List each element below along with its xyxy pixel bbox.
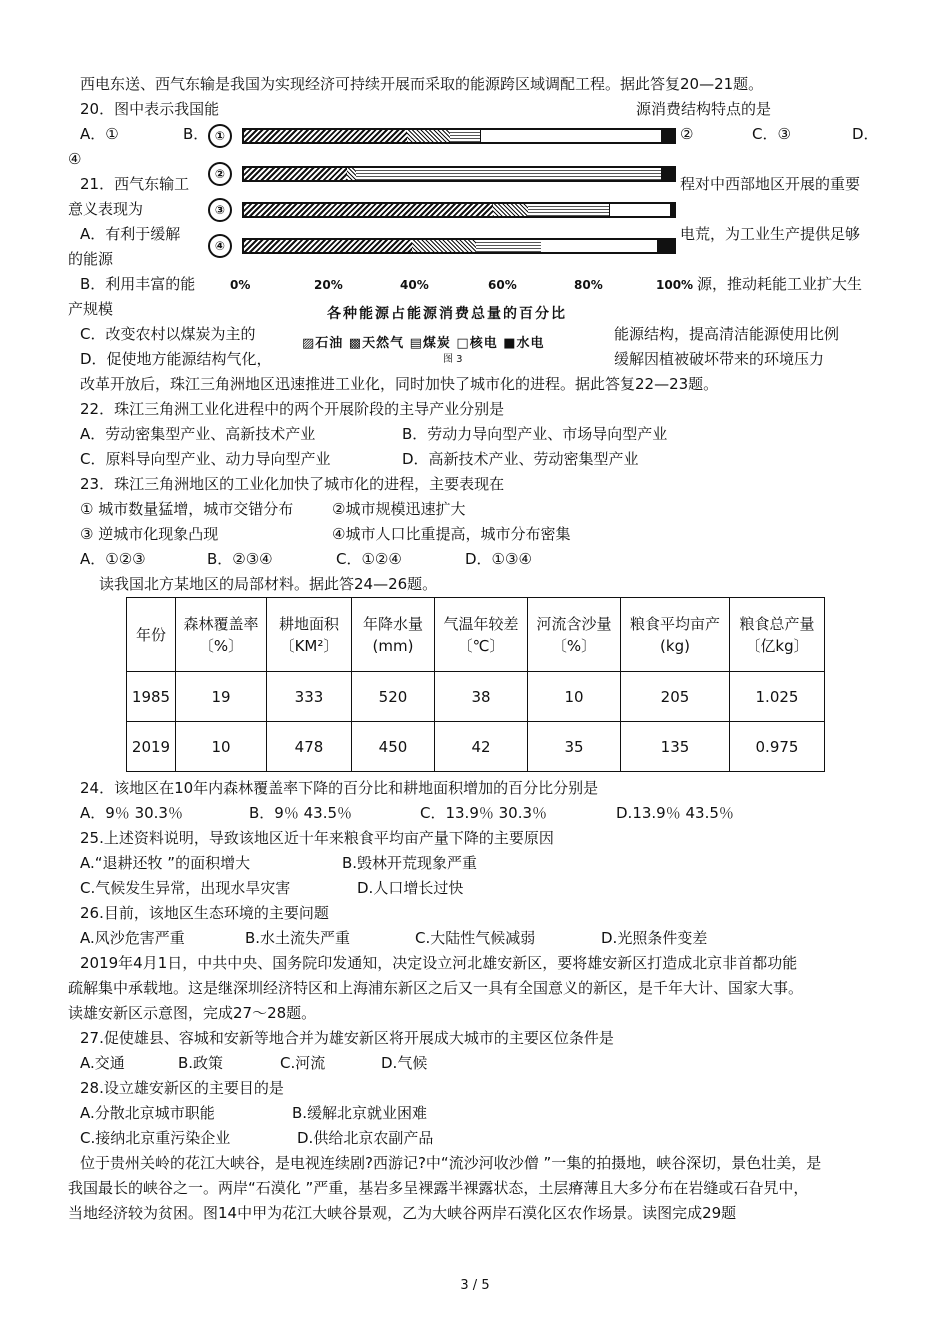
bar-segment-hyd (661, 130, 675, 142)
q23-item-2: ②城市规模迅速扩大 (332, 500, 466, 518)
q20-option-b: B． (183, 125, 209, 143)
q20-stem-left: 20．图中表示我国能 (80, 100, 220, 118)
q27-stem: 27.促使雄县、容城和安新等地合并为雄安新区将开展成大城市的主要区位条件是 (80, 1029, 614, 1047)
q26-stem: 26.目前，该地区生态环境的主要问题 (80, 904, 329, 922)
q21-stem-line2: 意义表现为 (68, 200, 144, 218)
table-row (127, 722, 825, 772)
cell: 35 (528, 722, 621, 772)
q28-option-d: D.供给北京农副产品 (297, 1129, 434, 1147)
figure-title: 各种能源占能源消费总量的百分比 (327, 306, 567, 322)
q23-option-a: A．①②③ (80, 550, 146, 568)
q22-option-a: A．劳动密集型产业、高新技术产业 (80, 425, 316, 443)
q28-option-a: A.分散北京城市职能 (80, 1104, 215, 1122)
q24-option-c: C．13.9％ 30.3％ (420, 804, 548, 822)
cell: 135 (621, 722, 730, 772)
tick-0: 0% (230, 278, 251, 292)
intro-27-28-line2: 疏解集中承载地。这是继深圳经济特区和上海浦东新区之后又一具有全国意义的新区，是千年大计、国家大事。 (68, 979, 804, 997)
q27-option-a: A.交通 (80, 1054, 125, 1072)
q23-stem: 23．珠江三角洲地区的工业化加快了城市化的进程，主要表现在 (80, 475, 505, 493)
q26-option-b: B.水土流失严重 (245, 929, 351, 947)
cell-year: 1985 (127, 672, 176, 722)
cell-year: 2019 (127, 722, 176, 772)
q20-option-b-value: ② (680, 125, 694, 143)
th-total: 粮食总产量〔亿kg〕 (730, 598, 825, 672)
q20-option-d-value: ④ (68, 150, 82, 168)
q23-item-4: ④城市人口比重提高，城市分布密集 (332, 525, 571, 543)
q23-item-3: ③ 逆城市化现象凸现 (80, 525, 219, 543)
cell: 42 (435, 722, 528, 772)
th-forest: 森林覆盖率〔%〕 (176, 598, 267, 672)
bar-segment-hyd (670, 204, 675, 216)
tick-60: 60% (488, 278, 517, 292)
q25-option-d: D.人口增长过快 (357, 879, 464, 897)
intro-22-23: 改革开放后，珠江三角洲地区迅速推进工业化，同时加快了城市化的进程。据此答复22—23题。 (80, 375, 719, 393)
q25-option-c: C.气候发生异常，出现水旱灾害 (80, 879, 291, 897)
bar-segment-nuc (481, 130, 663, 142)
energy-bar (242, 128, 676, 144)
q21-option-b-left: B．利用丰富的能 (80, 275, 196, 293)
bar-segment-gas (412, 240, 478, 252)
intro-27-28-line3: 读雄安新区示意图，完成27～28题。 (68, 1004, 317, 1022)
q20-option-a: A．① (80, 125, 119, 143)
figure-caption: 图 3 (443, 354, 463, 365)
q21-option-a-left: A．有利于缓解 (80, 225, 181, 243)
q23-option-c: C．①②④ (336, 550, 402, 568)
q25-option-b: B.毁林开荒现象严重 (342, 854, 478, 872)
q27-option-d: D.气候 (381, 1054, 428, 1072)
q22-option-d: D．高新技术产业、劳动密集型产业 (402, 450, 639, 468)
energy-bar (242, 238, 676, 254)
q26-option-a: A.风沙危害严重 (80, 929, 185, 947)
q25-option-a: A.“退耕还牧 ”的面积增大 (80, 854, 251, 872)
q24-option-b: B．9％ 43.5％ (249, 804, 353, 822)
q21-option-b-line2: 产规模 (68, 300, 114, 318)
bar-segment-coal (476, 240, 542, 252)
cell: 10 (176, 722, 267, 772)
q25-stem: 25.上述资料说明，导致该地区近十年来粮食平均亩产量下降的主要原因 (80, 829, 554, 847)
bar-segment-gas (407, 130, 451, 142)
bar-row-label: ③ (208, 198, 232, 222)
table-row (127, 672, 825, 722)
tick-100: 100% (656, 278, 694, 292)
tick-40: 40% (400, 278, 429, 292)
q28-stem: 28.设立雄安新区的主要目的是 (80, 1079, 284, 1097)
q21-stem-left: 21．西气东输工 (80, 175, 190, 193)
energy-bar (242, 202, 676, 218)
cell: 10 (528, 672, 621, 722)
cell: 205 (621, 672, 730, 722)
bar-segment-oil (244, 168, 348, 180)
intro-29-line2: 我国最长的峡谷之一。两岸“石漠化 ”严重，基岩多呈裸露半裸露状态，土层瘠薄且大多分布在岩缝或石旮旯中， (68, 1179, 809, 1197)
cell: 333 (267, 672, 352, 722)
q21-option-b-right: 源，推动耗能工业扩大生 (697, 275, 863, 293)
bar-segment-gas (493, 204, 528, 216)
cell: 0.975 (730, 722, 825, 772)
bar-segment-coal (528, 204, 611, 216)
q21-option-d-left: D．促使地方能源结构气化， (80, 350, 272, 368)
cell: 19 (176, 672, 267, 722)
bar-row-label: ② (208, 162, 232, 186)
q23-item-1: ① 城市数量猛增，城市交错分布 (80, 500, 294, 518)
th-precip: 年降水量(mm) (352, 598, 435, 672)
q22-option-c: C．原料导向型产业、动力导向型产业 (80, 450, 331, 468)
bar-segment-coal (356, 168, 662, 180)
intro-29-line3: 当地经济较为贫困。图14中甲为花江大峡谷景观，乙为大峡谷两岸石漠化区农作场景。读图完成29题 (68, 1204, 737, 1222)
q21-option-c-right: 能源结构，提高清洁能源使用比例 (614, 325, 840, 343)
intro-24-26: 读我国北方某地区的局部材料。据此答24—26题。 (99, 575, 438, 593)
q23-option-d: D．①③④ (465, 550, 532, 568)
cell: 478 (267, 722, 352, 772)
energy-bar (242, 166, 676, 182)
q21-stem-right: 程对中西部地区开展的重要 (680, 175, 861, 193)
cell: 38 (435, 672, 528, 722)
cell: 1.025 (730, 672, 825, 722)
cell: 450 (352, 722, 435, 772)
q21-option-a-right: 电荒，为工业生产提供足够 (680, 225, 861, 243)
bar-segment-oil (244, 240, 413, 252)
th-farmland: 耕地面积〔KM²〕 (267, 598, 352, 672)
th-year: 年份 (127, 598, 176, 672)
intro-20-21: 西电东送、西气东输是我国为实现经济可持续开展而采取的能源跨区域调配工程。据此答复20—21题。 (80, 75, 764, 93)
bar-segment-oil (244, 204, 494, 216)
q21-option-a-line2: 的能源 (68, 250, 114, 268)
q22-option-b: B．劳动力导向型产业、市场导向型产业 (402, 425, 668, 443)
q28-option-b: B.缓解北京就业困难 (292, 1104, 428, 1122)
q28-option-c: C.接纳北京重污染企业 (80, 1129, 231, 1147)
bar-segment-hyd (661, 168, 675, 180)
bar-segment-coal (450, 130, 481, 142)
q27-option-b: B.政策 (178, 1054, 224, 1072)
bar-segment-nuc (541, 240, 658, 252)
q24-stem: 24．该地区在10年内森林覆盖率下降的百分比和耕地面积增加的百分比分别是 (80, 779, 599, 797)
q20-option-c: C．③ (752, 125, 791, 143)
q23-option-b: B．②③④ (207, 550, 273, 568)
q21-option-c-left: C．改变农村以煤炭为主的 (80, 325, 256, 343)
q22-stem: 22．珠江三角洲工业化进程中的两个开展阶段的主导产业分别是 (80, 400, 505, 418)
bar-segment-hyd (657, 240, 675, 252)
page-number: 3 / 5 (460, 1278, 490, 1293)
bar-segment-oil (244, 130, 408, 142)
intro-27-28-line1: 2019年4月1日，中共中央、国务院印发通知，决定设立河北雄安新区，要将雄安新区打造成北京非首都功能 (80, 954, 798, 972)
q20-stem-right: 源消费结构特点的是 (636, 100, 772, 118)
q24-option-a: A．9％ 30.3％ (80, 804, 183, 822)
table-header-row (127, 598, 825, 672)
bar-row-label: ① (208, 124, 232, 148)
q26-option-c: C.大陆性气候减弱 (415, 929, 536, 947)
energy-structure-figure (214, 118, 694, 365)
bar-segment-nuc (610, 204, 671, 216)
q26-option-d: D.光照条件变差 (601, 929, 708, 947)
q24-option-d: D.13.9％ 43.5％ (616, 804, 734, 822)
figure-legend: ▨石油 ▩天然气 ▤煤炭 □核电 ■水电 (302, 336, 545, 351)
tick-20: 20% (314, 278, 343, 292)
cell: 520 (352, 672, 435, 722)
region-data-table (126, 597, 825, 772)
tick-80: 80% (574, 278, 603, 292)
q27-option-c: C.河流 (280, 1054, 326, 1072)
q20-option-d: D． (852, 125, 879, 143)
th-sediment: 河流含沙量〔%〕 (528, 598, 621, 672)
q21-option-d-right: 缓解因植被破坏带来的环境压力 (614, 350, 825, 368)
th-yield: 粮食平均亩产(kg) (621, 598, 730, 672)
bar-row-label: ④ (208, 234, 232, 258)
th-temp-range: 气温年较差〔℃〕 (435, 598, 528, 672)
intro-29-line1: 位于贵州关岭的花江大峡谷，是电视连续剧?西游记?中“流沙河收沙僧 ”一集的拍摄地，峡谷深切，景色壮美，是 (80, 1154, 822, 1172)
